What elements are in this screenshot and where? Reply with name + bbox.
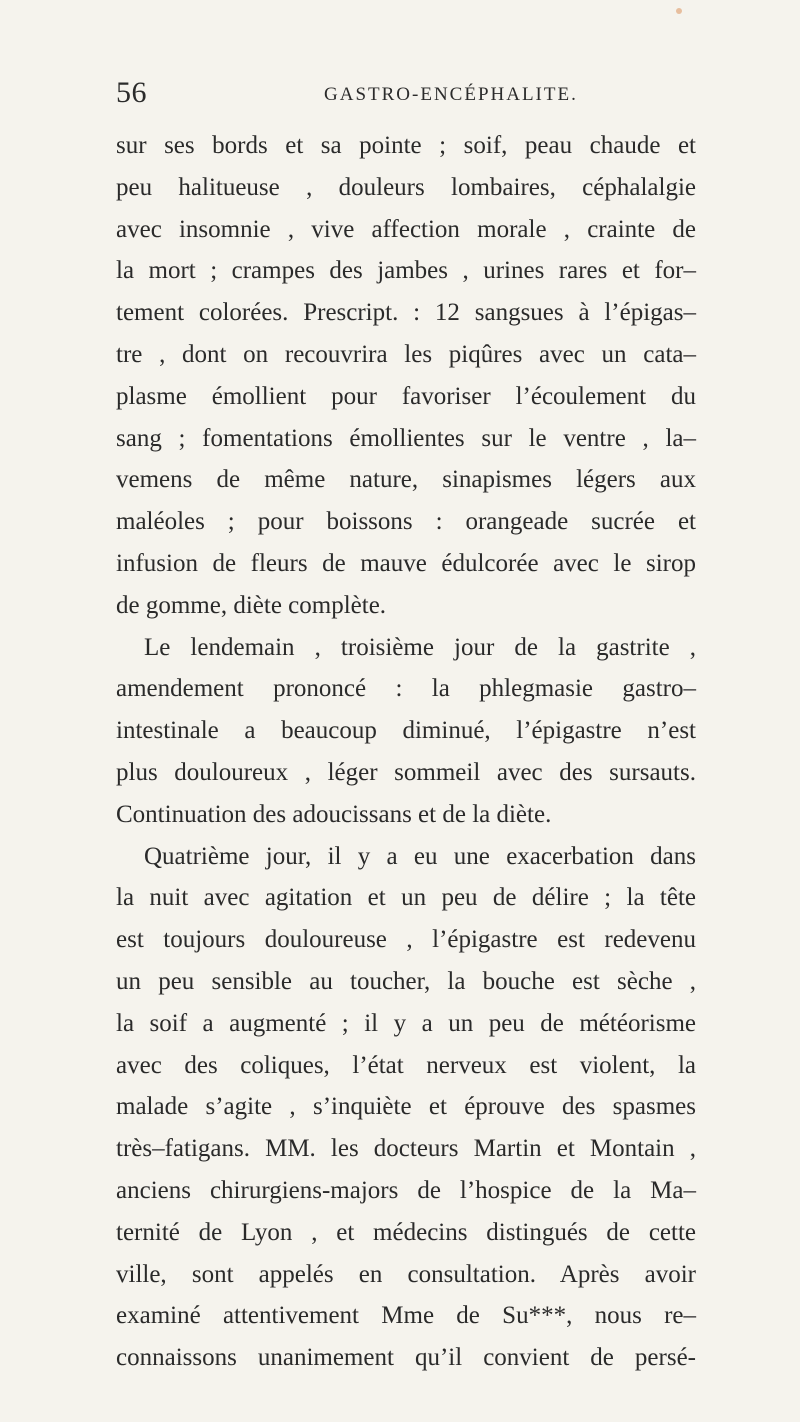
text-line: malade s’agite , s’inquiète et éprouve des spasmes [116, 1093, 696, 1121]
body-text [116, 125, 696, 1379]
text-line: plasme émollient pour favoriser l’écoulement du [116, 382, 696, 410]
page-number: 56 [116, 76, 147, 109]
text-line: vemens de même nature, sinapismes légers aux [116, 466, 696, 494]
text-line: sur ses bords et sa pointe ; soif, peau chaude et [116, 132, 696, 159]
text-line: ternité de Lyon , et médecins distingués de cette [116, 1218, 696, 1246]
text-line: peu halitueuse , douleurs lombaires, céphalalgie [116, 173, 696, 201]
text-line: infusion de fleurs de mauve édulcorée avec le sirop [116, 549, 696, 577]
text-line: de gomme, diète complète. [116, 591, 387, 619]
text-line: très–fatigans. MM. les docteurs Martin et Montain , [116, 1135, 696, 1163]
text-line: tement colorées. Prescript. : 12 sangsues à l’épigas– [116, 299, 696, 327]
text-line: amendement prononcé : la phlegmasie gastro– [116, 675, 696, 703]
text-line: la mort ; crampes des jambes , urines rares et for– [116, 257, 696, 285]
text-line: tre , dont on recouvrira les piqûres avec un cata– [116, 340, 696, 368]
text-line: plus douloureux , léger sommeil avec des sursauts. [116, 758, 696, 786]
text-line: avec insomnie , vive affection morale , crainte de [116, 215, 696, 243]
text-line: la nuit avec agitation et un peu de délire ; la tête [116, 884, 696, 912]
text-line: Continuation des adoucissans et de la diète. [116, 800, 552, 828]
text-line: examiné attentivement Mme de Su***, nous re– [116, 1302, 696, 1330]
text-line: intestinale a beaucoup diminué, l’épigastre n’est [116, 717, 696, 745]
text-line: sang ; fomentations émollientes sur le ventre , la– [116, 424, 696, 452]
text-line: connaissons unanimement qu’il convient de persé- [116, 1344, 696, 1372]
text-line: maléoles ; pour boissons : orangeade sucrée et [116, 508, 696, 536]
text-line: la soif a augmenté ; il y a un peu de météorisme [116, 1009, 696, 1037]
text-line: est toujours douloureuse , l’épigastre est redevenu [116, 926, 696, 954]
paragraph-start: Le lendemain , troisième jour de la gastrite , [144, 633, 696, 661]
text-line: un peu sensible au toucher, la bouche est sèche , [116, 967, 696, 995]
page-header [116, 76, 696, 112]
running-head: GASTRO-ENCÉPHALITE. [324, 84, 578, 105]
text-line: ville, sont appelés en consultation. Après avoir [116, 1260, 696, 1288]
paragraph-start: Quatrième jour, il y a eu une exacerbation dans [144, 842, 696, 870]
text-line: avec des coliques, l’état nerveux est violent, la [116, 1051, 696, 1079]
text-line: anciens chirurgiens-majors de l’hospice de la Ma– [116, 1176, 696, 1204]
ink-speck [676, 8, 682, 14]
